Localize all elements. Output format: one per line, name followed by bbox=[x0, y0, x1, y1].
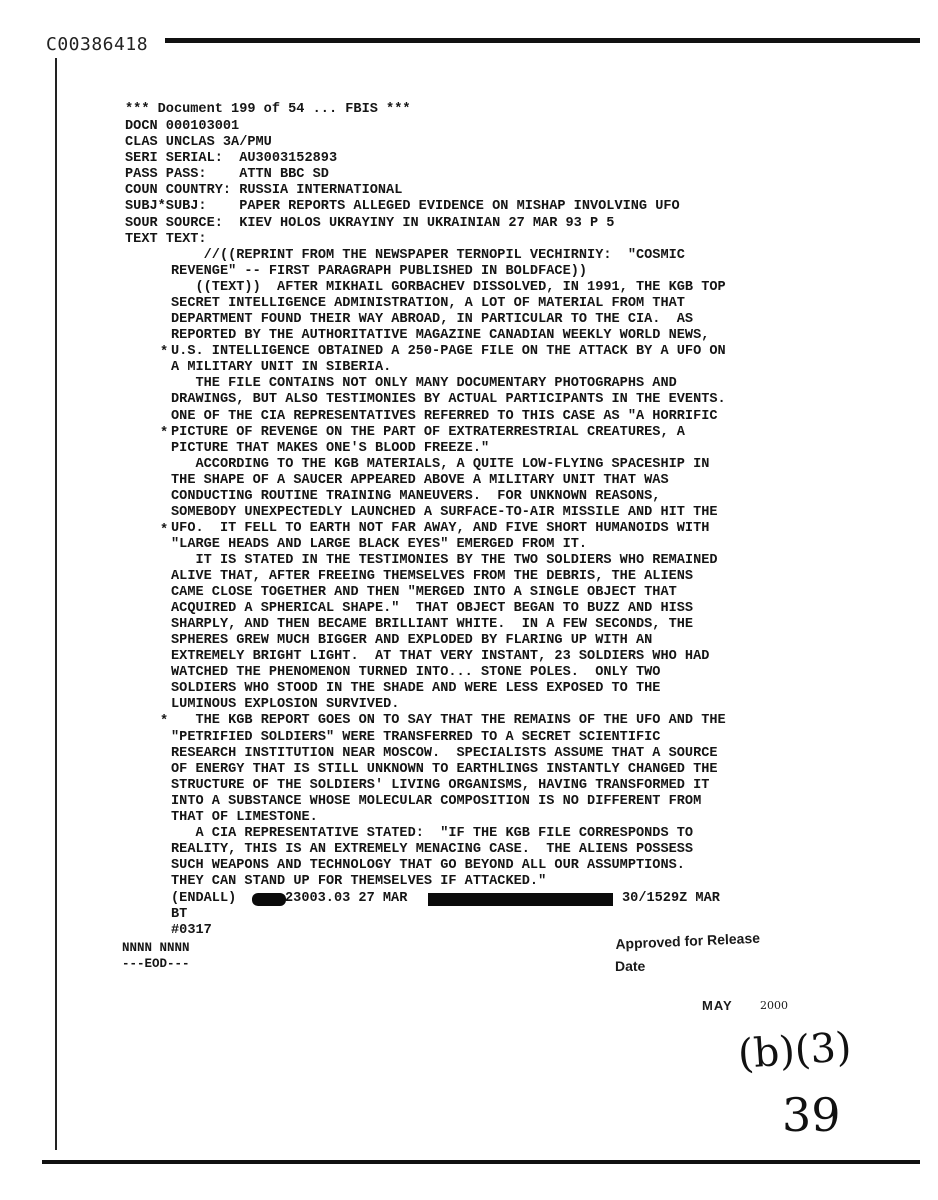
header-line-clas: CLAS UNCLAS 3A/PMU bbox=[125, 135, 272, 150]
body-line: A CIA REPRESENTATIVE STATED: "IF THE KGB FILE CORRESPONDS TO bbox=[171, 826, 694, 841]
left-margin-rule bbox=[55, 58, 57, 1150]
body-line: DRAWINGS, BUT ALSO TESTIMONIES BY ACTUAL PARTICIPANTS IN THE EVENTS. bbox=[171, 392, 726, 407]
header-line-document: *** Document 199 of 54 ... FBIS *** bbox=[125, 102, 411, 117]
body-line: SHARPLY, AND THEN BECAME BRILLIANT WHITE. IN A FEW SECONDS, THE bbox=[171, 617, 694, 632]
body-line: ((TEXT)) AFTER MIKHAIL GORBACHEV DISSOLVED, IN 1991, THE KGB TOP bbox=[171, 280, 726, 295]
top-rule bbox=[165, 38, 920, 43]
body-line: RESEARCH INSTITUTION NEAR MOSCOW. SPECIALISTS ASSUME THAT A SOURCE bbox=[171, 746, 718, 761]
body-line: ALIVE THAT, AFTER FREEING THEMSELVES FROM THE DEBRIS, THE ALIENS bbox=[171, 569, 694, 584]
body-line: IT IS STATED IN THE TESTIMONIES BY THE TWO SOLDIERS WHO REMAINED bbox=[171, 553, 718, 568]
body-line: ACQUIRED A SPHERICAL SHAPE." THAT OBJECT BEGAN TO BUZZ AND HISS bbox=[171, 601, 694, 616]
body-line: "PETRIFIED SOLDIERS" WERE TRANSFERRED TO A SECRET SCIENTIFIC bbox=[171, 730, 661, 745]
body-line: LUMINOUS EXPLOSION SURVIVED. bbox=[171, 697, 400, 712]
footer-nnnn: NNNN NNNN bbox=[122, 941, 190, 955]
body-line: THEY CAN STAND UP FOR THEMSELVES IF ATTACKED." bbox=[171, 874, 547, 889]
trailer-bt: BT bbox=[171, 907, 188, 922]
body-line: STRUCTURE OF THE SOLDIERS' LIVING ORGANISMS, HAVING TRANSFORMED IT bbox=[171, 778, 710, 793]
body-line: A MILITARY UNIT IN SIBERIA. bbox=[171, 360, 392, 375]
body-line: "LARGE HEADS AND LARGE BLACK EYES" EMERGED FROM IT. bbox=[171, 537, 588, 552]
body-line: SECRET INTELLIGENCE ADMINISTRATION, A LOT OF MATERIAL FROM THAT bbox=[171, 296, 685, 311]
redaction-bar-2 bbox=[428, 893, 613, 906]
endall-time: 30/1529Z MAR bbox=[622, 891, 720, 906]
body-line: THAT OF LIMESTONE. bbox=[171, 810, 318, 825]
header-line-coun: COUN COUNTRY: RUSSIA INTERNATIONAL bbox=[125, 183, 403, 198]
release-stamp-line1: Approved for Release bbox=[615, 929, 761, 952]
release-stamp-month: MAY bbox=[702, 998, 733, 1013]
margin-asterisk: * bbox=[160, 714, 169, 729]
body-line: INTO A SUBSTANCE WHOSE MOLECULAR COMPOSITION IS NO DIFFERENT FROM bbox=[171, 794, 702, 809]
body-line: U.S. INTELLIGENCE OBTAINED A 250-PAGE FILE ON THE ATTACK BY A UFO ON bbox=[171, 344, 726, 359]
body-line: UFO. IT FELL TO EARTH NOT FAR AWAY, AND FIVE SHORT HUMANOIDS WITH bbox=[171, 521, 710, 536]
body-line: EXTREMELY BRIGHT LIGHT. AT THAT VERY INSTANT, 23 SOLDIERS WHO HAD bbox=[171, 649, 710, 664]
margin-asterisk: * bbox=[160, 523, 169, 538]
header-line-text: TEXT TEXT: bbox=[125, 232, 207, 247]
body-line: SUCH WEAPONS AND TECHNOLOGY THAT GO BEYOND ALL OUR ASSUMPTIONS. bbox=[171, 858, 685, 873]
endall-prefix: (ENDALL) bbox=[171, 891, 237, 906]
footer-eod: ---EOD--- bbox=[122, 957, 190, 971]
margin-asterisk: * bbox=[160, 426, 169, 441]
body-line: PICTURE OF REVENGE ON THE PART OF EXTRATERRESTRIAL CREATURES, A bbox=[171, 425, 685, 440]
header-line-seri: SERI SERIAL: AU3003152893 bbox=[125, 151, 338, 166]
body-line: REVENGE" -- FIRST PARAGRAPH PUBLISHED IN BOLDFACE)) bbox=[171, 264, 588, 279]
body-line: REPORTED BY THE AUTHORITATIVE MAGAZINE CANADIAN WEEKLY WORLD NEWS, bbox=[171, 328, 710, 343]
endall-serial: 23003.03 27 MAR bbox=[285, 891, 408, 906]
body-line: ACCORDING TO THE KGB MATERIALS, A QUITE LOW-FLYING SPACESHIP IN bbox=[171, 457, 710, 472]
header-line-docn: DOCN 000103001 bbox=[125, 119, 240, 134]
header-line-sour: SOUR SOURCE: KIEV HOLOS UKRAYINY IN UKRAINIAN 27 MAR 93 P 5 bbox=[125, 216, 615, 231]
release-stamp-year: 2000 bbox=[760, 999, 788, 1012]
header-line-subj: SUBJ*SUBJ: PAPER REPORTS ALLEGED EVIDENCE ON MISHAP INVOLVING UFO bbox=[125, 199, 680, 214]
body-line: THE KGB REPORT GOES ON TO SAY THAT THE REMAINS OF THE UFO AND THE bbox=[171, 713, 726, 728]
handwritten-page-number: 39 bbox=[782, 1088, 841, 1142]
body-line: SPHERES GREW MUCH BIGGER AND EXPLODED BY FLARING UP WITH AN bbox=[171, 633, 653, 648]
body-line: SOMEBODY UNEXPECTEDLY LAUNCHED A SURFACE-TO-AIR MISSILE AND HIT THE bbox=[171, 505, 718, 520]
trailer-number: #0317 bbox=[171, 923, 212, 938]
body-line: REALITY, THIS IS AN EXTREMELY MENACING CASE. THE ALIENS POSSESS bbox=[171, 842, 694, 857]
body-line: THE SHAPE OF A SAUCER APPEARED ABOVE A MILITARY UNIT THAT WAS bbox=[171, 473, 669, 488]
body-line: PICTURE THAT MAKES ONE'S BLOOD FREEZE." bbox=[171, 441, 490, 456]
body-line: OF ENERGY THAT IS STILL UNKNOWN TO EARTHLINGS INSTANTLY CHANGED THE bbox=[171, 762, 718, 777]
handwritten-exemption: (b)(3) bbox=[736, 1024, 853, 1078]
body-line: CAME CLOSE TOGETHER AND THEN "MERGED INTO A SINGLE OBJECT THAT bbox=[171, 585, 677, 600]
body-line: DEPARTMENT FOUND THEIR WAY ABROAD, IN PARTICULAR TO THE CIA. AS bbox=[171, 312, 694, 327]
document-control-number: C00386418 bbox=[46, 34, 149, 55]
margin-asterisk: * bbox=[160, 345, 169, 360]
body-line: THE FILE CONTAINS NOT ONLY MANY DOCUMENTARY PHOTOGRAPHS AND bbox=[171, 376, 677, 391]
header-line-pass: PASS PASS: ATTN BBC SD bbox=[125, 167, 329, 182]
body-line: ONE OF THE CIA REPRESENTATIVES REFERRED TO THIS CASE AS "A HORRIFIC bbox=[171, 409, 718, 424]
body-line: SOLDIERS WHO STOOD IN THE SHADE AND WERE LESS EXPOSED TO THE bbox=[171, 681, 661, 696]
body-line: WATCHED THE PHENOMENON TURNED INTO... STONE POLES. ONLY TWO bbox=[171, 665, 661, 680]
release-stamp-date-label: Date bbox=[615, 958, 646, 974]
bottom-rule bbox=[42, 1160, 920, 1164]
redaction-bar-1 bbox=[252, 893, 286, 906]
body-line: //((REPRINT FROM THE NEWSPAPER TERNOPIL VECHIRNIY: "COSMIC bbox=[171, 248, 685, 263]
body-line: CONDUCTING ROUTINE TRAINING MANEUVERS. FOR UNKNOWN REASONS, bbox=[171, 489, 661, 504]
